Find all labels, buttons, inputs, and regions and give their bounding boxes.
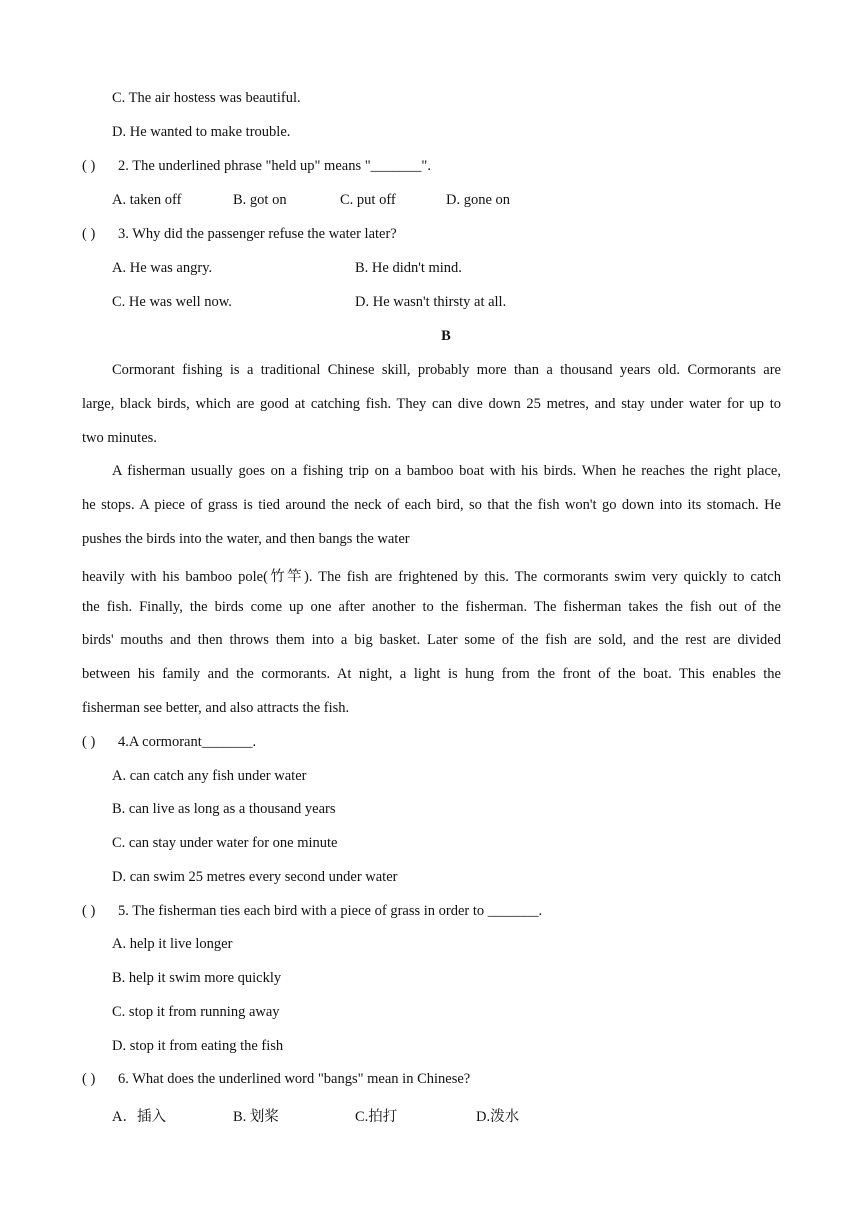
q5-option-b: B. help it swim more quickly bbox=[112, 970, 282, 986]
question-6 bbox=[82, 1071, 470, 1088]
q2-option-d: D. gone on bbox=[446, 192, 511, 208]
q3-option-a: A. He was angry. bbox=[112, 260, 213, 276]
q3-option-c: C. He was well now. bbox=[112, 294, 232, 310]
q6-option-c: C.拍打 bbox=[355, 1109, 398, 1125]
passage-line: A fisherman usually goes on a fishing trip on a bamboo boat with his birds. When he reaches the right place, bbox=[112, 463, 781, 479]
q6-option-a: A．插入 bbox=[112, 1109, 166, 1125]
question-4 bbox=[82, 734, 256, 751]
q1-option-c: C. The air hostess was beautiful. bbox=[112, 90, 301, 106]
q5-option-c: C. stop it from running away bbox=[112, 1004, 280, 1020]
q4-option-d: D. can swim 25 metres every second under water bbox=[112, 869, 398, 885]
q3-option-d: D. He wasn't thirsty at all. bbox=[355, 294, 507, 310]
q2-option-b: B. got on bbox=[233, 192, 287, 208]
q1-option-d: D. He wanted to make trouble. bbox=[112, 124, 291, 140]
passage-line: birds' mouths and then throws them into a big basket. Later some of the fish are sold, and the rest are divided bbox=[82, 632, 781, 648]
q5-option-d: D. stop it from eating the fish bbox=[112, 1038, 284, 1054]
passage-line: between his family and the cormorants. At night, a light is hung from the front of the boat. This enables the bbox=[82, 666, 781, 682]
passage-line: heavily with his bamboo pole(竹竿). The fish are frightened by this. The cormorants swim very quickly to catch bbox=[82, 569, 781, 585]
question-stem: 2. The underlined phrase "held up" means "_______". bbox=[118, 158, 431, 174]
question-5 bbox=[82, 903, 542, 920]
question-stem: 5. The fisherman ties each bird with a piece of grass in order to _______. bbox=[118, 903, 543, 919]
answer-blank[interactable]: ( ) bbox=[82, 226, 96, 242]
q4-option-a: A. can catch any fish under water bbox=[112, 768, 307, 784]
q3-option-b: B. He didn't mind. bbox=[355, 260, 462, 276]
passage-line: Cormorant fishing is a traditional Chinese skill, probably more than a thousand years old. Cormorants are bbox=[112, 362, 781, 378]
section-heading: B bbox=[441, 328, 451, 344]
passage-line: two minutes. bbox=[82, 430, 157, 446]
answer-blank[interactable]: ( ) bbox=[82, 903, 96, 919]
passage-line: pushes the birds into the water, and then bangs the water bbox=[82, 531, 410, 547]
question-stem: 4.A cormorant_______. bbox=[118, 734, 257, 750]
q5-option-a: A. help it live longer bbox=[112, 936, 233, 952]
q2-option-c: C. put off bbox=[340, 192, 396, 208]
q4-option-c: C. can stay under water for one minute bbox=[112, 835, 338, 851]
q4-option-b: B. can live as long as a thousand years bbox=[112, 801, 336, 817]
question-2 bbox=[82, 158, 431, 175]
answer-blank[interactable]: ( ) bbox=[82, 734, 96, 750]
passage-line: he stops. A piece of grass is tied around the neck of each bird, so that the fish won't go down into its stomach. He bbox=[82, 497, 781, 513]
question-3 bbox=[82, 226, 397, 243]
q6-option-d: D.泼水 bbox=[476, 1109, 520, 1125]
q6-option-b: B. 划桨 bbox=[233, 1109, 279, 1125]
question-stem: 3. Why did the passenger refuse the water later? bbox=[118, 226, 397, 242]
question-stem: 6. What does the underlined word "bangs" mean in Chinese? bbox=[118, 1071, 471, 1087]
passage-line: the fish. Finally, the birds come up one after another to the fisherman. The fisherman takes the fish out of the bbox=[82, 599, 781, 615]
passage-line: large, black birds, which are good at catching fish. They can dive down 25 metres, and stay under water for up to bbox=[82, 396, 781, 412]
q2-option-a: A. taken off bbox=[112, 192, 182, 208]
passage-line: fisherman see better, and also attracts the fish. bbox=[82, 700, 350, 716]
answer-blank[interactable]: ( ) bbox=[82, 158, 96, 174]
answer-blank[interactable]: ( ) bbox=[82, 1071, 96, 1087]
